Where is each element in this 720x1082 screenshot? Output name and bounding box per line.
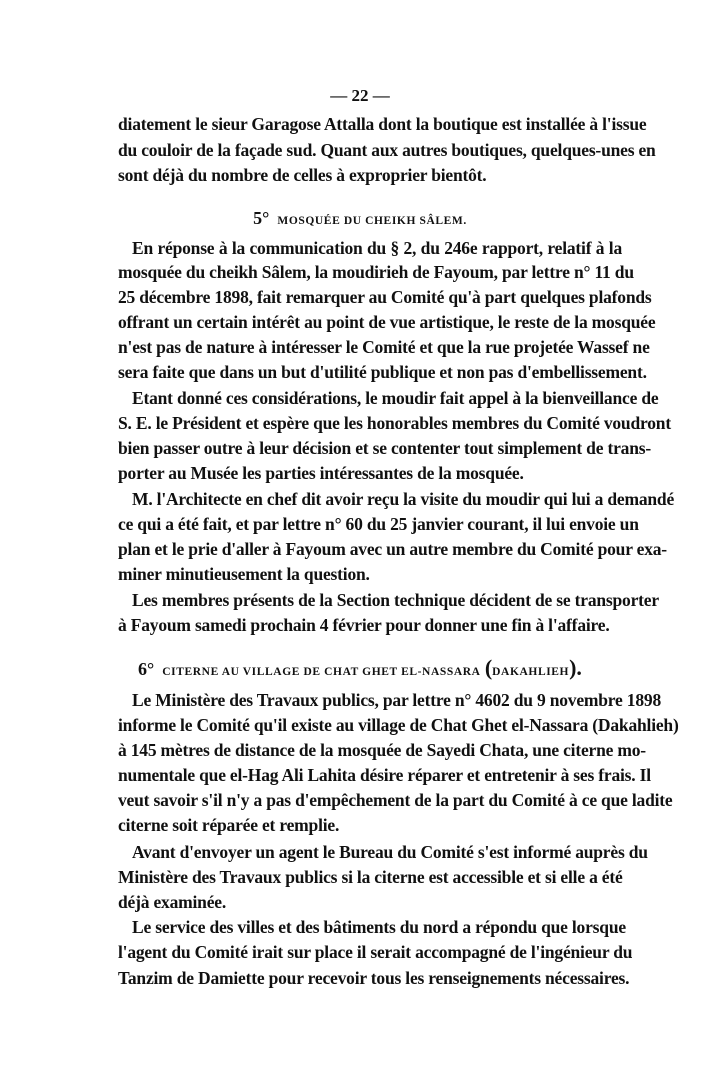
text-line: Ministère des Travaux publics si la citerne est accessible et si elle a été [118,867,623,887]
section-heading-6 [0,655,720,681]
text-line: numentale que el-Hag Ali Lahita désire réparer et entretenir à ses frais. Il [118,765,651,785]
text-line: bien passer outre à leur décision et se contenter tout simplement de trans- [118,438,651,458]
section-title: CITERNE AU VILLAGE DE CHAT GHET EL-NASSARA [162,666,481,678]
text-line: M. l'Architecte en chef dit avoir reçu la visite du moudir qui lui a demandé [132,489,675,509]
section-subtitle: DAKAHLIEH [492,666,570,678]
text-line: plan et le prie d'aller à Fayoum avec un autre membre du Comité pour exa- [118,539,667,559]
text-line: l'agent du Comité irait sur place il serait accompagné de l'ingénieur du [118,942,633,962]
text-line: Le Ministère des Travaux publics, par lettre n° 4602 du 9 novembre 1898 [132,690,661,710]
text-line: informe le Comité qu'il existe au village de Chat Ghet el-Nassara (Dakahlieh) [118,715,679,735]
text-line: veut savoir s'il n'y a pas d'empêchement de la part du Comité à ce que ladite [118,790,673,810]
text-line: En réponse à la communication du § 2, du 246e rapport, relatif à la [132,238,622,258]
section-number: 6° [138,659,155,679]
text-line: offrant un certain intérêt au point de vue artistique, le reste de la mosquée [118,312,656,332]
paren-close: ). [569,655,582,680]
text-line: Etant donné ces considérations, le moudir fait appel à la bienveillance de [132,388,659,408]
text-line: 25 décembre 1898, fait remarquer au Comité qu'à part quelques plafonds [118,287,652,307]
text-line: du couloir de la façade sud. Quant aux autres boutiques, quelques-unes en [118,140,656,160]
text-line: S. E. le Président et espère que les honorables membres du Comité voudront [118,413,671,433]
text-line: à 145 mètres de distance de la mosquée de Sayedi Chata, une citerne mo- [118,740,646,760]
text-line: à Fayoum samedi prochain 4 février pour donner une fin à l'affaire. [118,615,610,635]
page-number: — 22 — [330,86,390,105]
text-line: Avant d'envoyer un agent le Bureau du Comité s'est informé auprès du [132,842,648,862]
paren-open: ( [484,655,493,680]
section-title: MOSQUÉE DU CHEIKH SÂLEM. [277,215,467,227]
text-line: sont déjà du nombre de celles à exproprier bientôt. [118,165,487,185]
text-line: porter au Musée les parties intéressantes de la mosquée. [118,463,524,483]
section-heading-5 [0,208,720,229]
text-line: Tanzim de Damiette pour recevoir tous les renseignements nécessaires. [118,968,630,988]
section-number: 5° [253,208,270,228]
text-line: Les membres présents de la Section technique décident de se transporter [132,590,659,610]
text-line: mosquée du cheikh Sâlem, la moudirieh de Fayoum, par lettre n° 11 du [118,262,634,282]
text-line: n'est pas de nature à intéresser le Comité et que la rue projetée Wassef ne [118,337,650,357]
text-line: sera faite que dans un but d'utilité publique et non pas d'embellissement. [118,362,647,382]
text-line: miner minutieusement la question. [118,564,370,584]
text-line: Le service des villes et des bâtiments du nord a répondu que lorsque [132,917,626,937]
text-line: déjà examinée. [118,892,227,912]
text-line: diatement le sieur Garagose Attalla dont la boutique est installée à l'issue [118,114,647,134]
text-line: citerne soit réparée et remplie. [118,815,340,835]
text-line: ce qui a été fait, et par lettre n° 60 du 25 janvier courant, il lui envoie un [118,514,639,534]
